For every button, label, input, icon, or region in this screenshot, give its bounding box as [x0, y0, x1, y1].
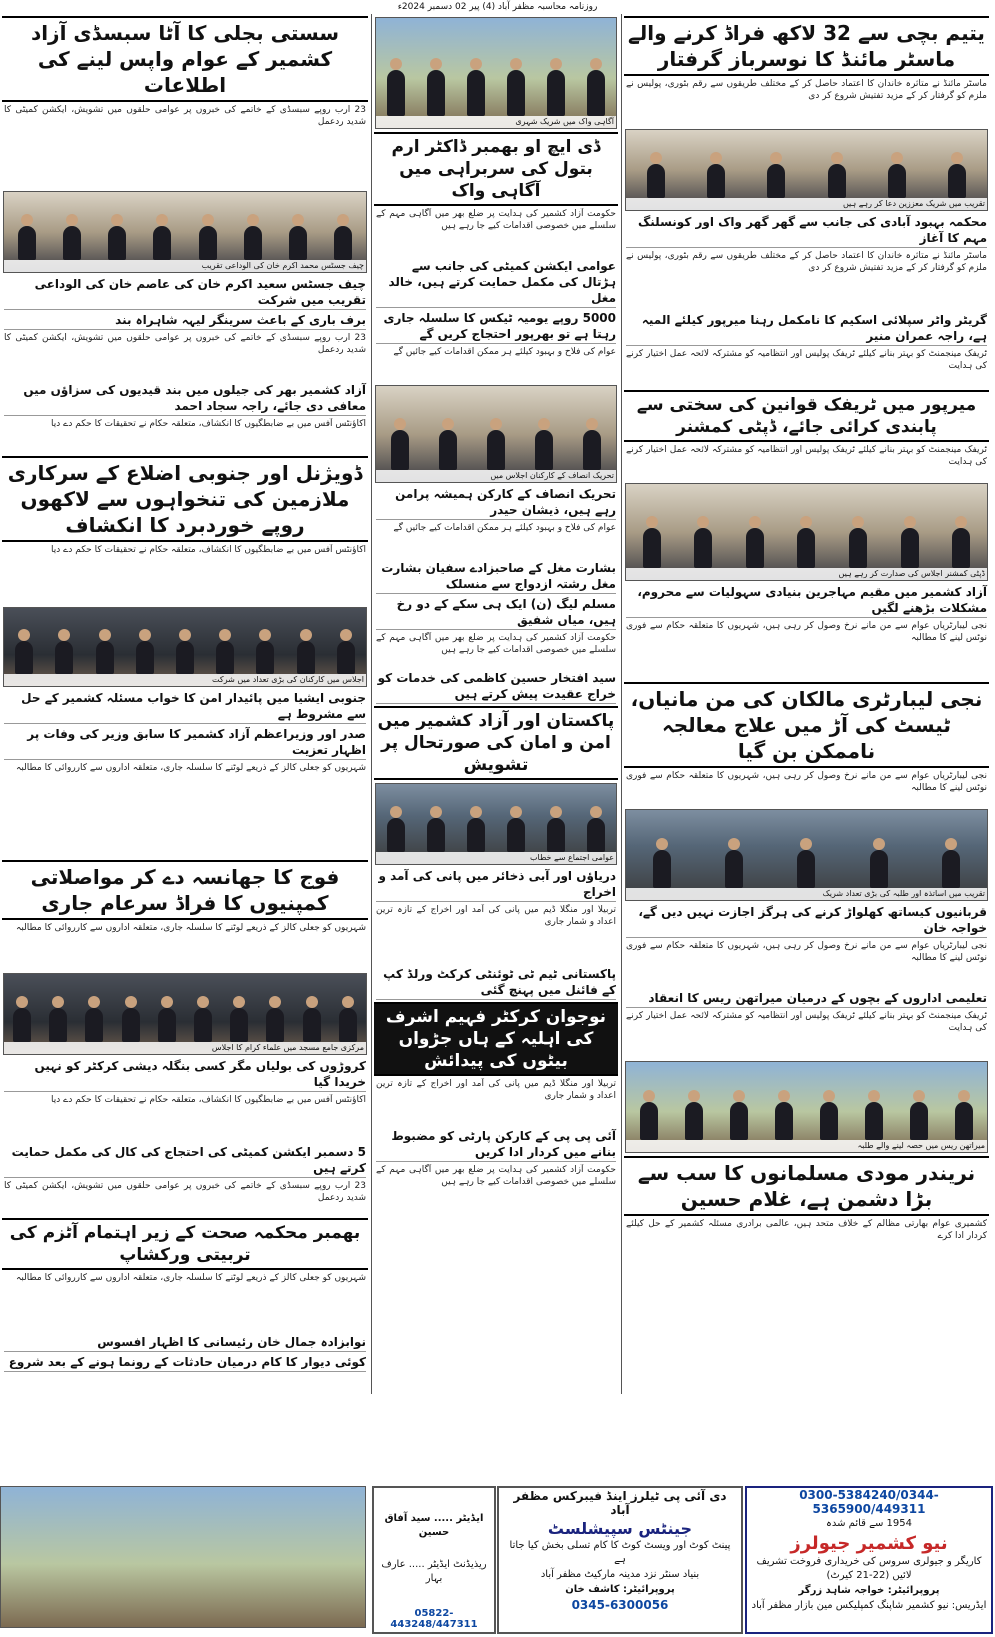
headline: نریندر مودی مسلمانوں کا سب سے بڑا دشمن ہے، غلام حسین	[624, 1156, 989, 1216]
subheadline: تعلیمی اداروں کے بچوں کے درمیان میراتھن ریس کا انعقاد	[626, 990, 987, 1008]
subheadline: پاکستانی ٹیم ٹی ٹوئنٹی کرکٹ ورلڈ کپ کے فائنل میں پہنچ گئی	[376, 966, 616, 1000]
article-text: ٹریفک مینجمنٹ کو بہتر بنانے کیلئے ٹریفک پولیس اور انتظامیہ کو مشترکہ لائحہ عمل اختیار کرنے کی ہدایت	[626, 445, 987, 467]
article-text: شہریوں کو جعلی کالز کے ذریعے لوٹنے کا سلسلہ جاری، متعلقہ اداروں سے کارروائی کا مطالبہ	[16, 763, 366, 773]
headline: نجی لیبارٹری مالکان کی من مانیاں، ٹیسٹ کی آڑ میں علاج معالجہ ناممکن بن گیا	[624, 682, 989, 768]
subheadline: صدر اور وزیراعظم آزاد کشمیر کا سابق وزیر کی وفات پر اظہار تعزیت	[4, 726, 366, 760]
subheadline: بشارت مغل کے صاحبزادے سفیان بشارت مغل رشتہ ازدواج سے منسلک	[376, 560, 616, 594]
subheadline: محکمہ بہبود آبادی کی جانب سے گھر گھر واک اور کونسلنگ مہم کا آغاز	[626, 214, 987, 248]
article-text: نجی لیبارٹریاں عوام سے من مانے نرخ وصول کر رہی ہیں، شہریوں کا متعلقہ حکام سے فوری نوٹس لینے کا مطالبہ	[626, 941, 987, 963]
headline: نوجوان کرکٹر فہیم اشرف کی اہلیہ کے ہاں جڑواں بیٹوں کی پیدائش	[374, 1002, 618, 1076]
headline: یتیم بچی سے 32 لاکھ فراڈ کرنے والے ماسٹر مائنڈ کا نوسرباز گرفتار	[624, 16, 989, 76]
article-text: اکاؤنٹس آفس میں بے ضابطگیوں کا انکشاف، متعلقہ حکام نے تحقیقات کا حکم دے دیا	[50, 419, 366, 429]
photo-caption: تقریب میں اساتذہ اور طلبہ کی بڑی تعداد شریک	[626, 888, 987, 900]
masthead: روزنامہ محاسبہ مظفر آباد (4) پیر 02 دسمبر 2024ء	[397, 2, 598, 12]
article-text: ٹریفک مینجمنٹ کو بہتر بنانے کیلئے ٹریفک پولیس اور انتظامیہ کو مشترکہ لائحہ عمل اختیار کرنے کی ہدایت	[626, 1011, 987, 1033]
headline: ڈویژنل اور جنوبی اضلاع کے سرکاری ملازمین کی تنخواہوں سے لاکھوں روپے خوردبرد کا انکشاف	[2, 456, 368, 542]
article-text: کشمیری عوام بھارتی مظالم کے خلاف متحد ہیں، عالمی برادری مسئلہ کشمیر کے حل کیلئے کردار ادا کرے	[626, 1219, 987, 1241]
article-text: حکومت آزاد کشمیر کی ہدایت پر ضلع بھر میں آگاہی مہم کے سلسلے میں خصوصی اقدامات کیے جا رہے ہیں	[376, 633, 616, 655]
subheadline: چیف جسٹس سعید اکرم خان کی عاصم خان کی الوداعی تقریب میں شرکت	[4, 276, 366, 310]
ad-phone: 0300-5384240/0344-5365900/449311	[799, 1488, 939, 1516]
ad-tagline: کاریگر و جیولری سروس کی خریداری فروخت تشریف لائیں (22-21 کیرٹ)	[756, 1556, 982, 1581]
subheadline: عوامی ایکشن کمیٹی کی جانب سے ہڑتال کی مکمل حمایت کرتے ہیں، خالد مغل	[376, 258, 616, 308]
subheadline: مسلم لیگ (ن) ایک ہی سکے کے دو رخ ہیں، میاں شفیق	[376, 596, 616, 630]
editor-phone: 05822-443248/447311	[390, 1608, 478, 1630]
left-column	[0, 14, 370, 1394]
article-text: نجی لیبارٹریاں عوام سے من مانے نرخ وصول کر رہی ہیں، شہریوں کا متعلقہ حکام سے فوری نوٹس لینے کا مطالبہ	[626, 771, 987, 793]
editor-name: ایڈیٹر ..... سید آفاق حسین	[384, 1513, 484, 1538]
subheadline: برف باری کے باعث سرینگر لیہہ شاہراہ بند	[4, 312, 366, 330]
news-photo	[375, 17, 617, 129]
photo-caption: ڈپٹی کمشنر اجلاس کی صدارت کر رہے ہیں	[626, 568, 987, 580]
article-text: حکومت آزاد کشمیر کی ہدایت پر ضلع بھر میں آگاہی مہم کے سلسلے میں خصوصی اقدامات کیے جا رہے ہیں	[376, 1165, 616, 1187]
subheadline: کروڑوں کی بولیاں مگر کسی بنگلہ دیشی کرکٹر کو نہیں خریدا گیا	[4, 1058, 366, 1092]
news-photo	[625, 809, 988, 901]
article-text: شہریوں کو جعلی کالز کے ذریعے لوٹنے کا سلسلہ جاری، متعلقہ اداروں سے کارروائی کا مطالبہ	[16, 1273, 366, 1283]
photo-caption: تقریب میں شریک معززین دعا کر رہے ہیں	[626, 198, 987, 210]
article-text: 23 ارب روپے سبسڈی کے خاتمے کی خبروں پر عوامی حلقوں میں تشویش، ایکشن کمیٹی کا شدید ردعمل	[4, 105, 366, 127]
article-text: 23 ارب روپے سبسڈی کے خاتمے کی خبروں پر عوامی حلقوں میں تشویش، ایکشن کمیٹی کا شدید ردعمل	[4, 1181, 366, 1203]
resident-editor-name: ریذیڈنٹ ایڈیٹر ..... عارف بہار	[381, 1559, 487, 1584]
news-photo	[625, 1061, 988, 1153]
subheadline: آزاد کشمیر میں مقیم مہاجرین بنیادی سہولیات سے محروم، مشکلات بڑھنے لگیں	[626, 584, 987, 618]
tailor-ad	[497, 1486, 743, 1634]
ad-line: پینٹ کوٹ اور ویسٹ کوٹ کا کام تسلی بخش کیا جاتا ہے	[509, 1540, 731, 1565]
subheadline: آئی پی پی کے کارکن پارٹی کو مضبوط بنانے میں کردار ادا کریں	[376, 1128, 616, 1162]
subheadline: تحریک انصاف کے کارکن ہمیشہ پرامن رہے ہیں، ذیشان حیدر	[376, 486, 616, 520]
ad-specialist: جینٹس سپیشلسٹ	[547, 1519, 693, 1538]
right-column	[622, 14, 991, 1394]
subheadline: جنوبی ایشیا میں پائیدار امن کا خواب مسئلہ کشمیر کے حل سے مشروط ہے	[4, 690, 366, 724]
article-text: نجی لیبارٹریاں عوام سے من مانے نرخ وصول کر رہی ہیں، شہریوں کا متعلقہ حکام سے فوری نوٹس لینے کا مطالبہ	[626, 621, 987, 643]
editor-box	[372, 1486, 496, 1634]
news-photo	[375, 783, 617, 865]
headline: پاکستان اور آزاد کشمیر میں امن و امان کی صورتحال پر تشویش	[374, 706, 618, 780]
article-text: 23 ارب روپے سبسڈی کے خاتمے کی خبروں پر عوامی حلقوں میں تشویش، ایکشن کمیٹی کا شدید ردعمل	[4, 333, 366, 355]
subheadline: 5 دسمبر ایکشن کمیٹی کی احتجاج کی کال کی مکمل حمایت کرتے ہیں	[4, 1144, 366, 1178]
headline: میرپور میں ٹریفک قوانین کی سختی سے پابندی کرائی جائے، ڈپٹی کمشنر	[624, 390, 989, 442]
news-photo	[3, 191, 367, 273]
landslide-photo	[0, 1486, 366, 1628]
photo-caption: اجلاس میں کارکنان کی بڑی تعداد میں شرکت	[4, 674, 366, 686]
photo-caption: چیف جسٹس محمد اکرم خان کی الوداعی تقریب	[4, 260, 366, 272]
subheadline: قربانیوں کیساتھ کھلواڑ کرنے کی ہرگز اجازت نہیں دیں گے، خواجہ خان	[626, 904, 987, 938]
subheadline: دریاؤں اور آبی ذخائر میں پانی کی آمد و اخراج	[376, 868, 616, 902]
article-text: ماسٹر مائنڈ نے متاثرہ خاندان کا اعتماد حاصل کر کے مختلف طریقوں سے رقم بٹوری، پولیس نے ملزم کو گرفتار کر کے مزید تفتیش شروع کر دی	[626, 79, 987, 101]
subheadline: 5000 روپے یومیہ ٹیکس کا سلسلہ جاری رہتا ہے تو بھرپور احتجاج کریں گے	[376, 310, 616, 344]
article-text: ماسٹر مائنڈ نے متاثرہ خاندان کا اعتماد حاصل کر کے مختلف طریقوں سے رقم بٹوری، پولیس نے ملزم کو گرفتار کر کے مزید تفتیش شروع کر دی	[626, 251, 987, 273]
headline: فوج کا جھانسہ دے کر مواصلاتی کمپنیوں کا فراڈ سرعام جاری	[2, 860, 368, 920]
news-photo	[3, 973, 367, 1055]
ad-phone: 0345-6300056	[571, 1598, 669, 1612]
jewellers-ad	[745, 1486, 993, 1634]
news-photo	[375, 385, 617, 483]
ad-proprietor: پروپرائیٹر: کاشف خان	[565, 1584, 675, 1595]
article-text: تربیلا اور منگلا ڈیم میں پانی کی آمد اور اخراج کے تازہ ترین اعداد و شمار جاری	[376, 1079, 616, 1101]
subheadline: کوئی دیوار کا کام درمیان حادثات کے رونما ہونے کے بعد شروع	[4, 1354, 366, 1372]
ad-proprietor: پروپرائیٹر: خواجہ شاہد زرگر	[798, 1585, 940, 1596]
subheadline: آزاد کشمیر بھر کی جیلوں میں بند قیدیوں کی سزاؤں میں معافی دی جائے، راجہ سجاد احمد	[4, 382, 366, 416]
middle-column	[372, 14, 620, 1394]
photo-caption: میراتھن ریس میں حصہ لینے والے طلبہ	[626, 1140, 987, 1152]
photo-caption: آگاہی واک میں شریک شہری	[376, 116, 616, 128]
photo-caption: تحریک انصاف کے کارکنان اجلاس میں	[376, 470, 616, 482]
headline: ڈی ایچ او بھمبر ڈاکٹر ارم بتول کی سربراہی میں آگاہی واک	[374, 132, 618, 206]
article-text: ٹریفک مینجمنٹ کو بہتر بنانے کیلئے ٹریفک پولیس اور انتظامیہ کو مشترکہ لائحہ عمل اختیار کرنے کی ہدایت	[626, 349, 987, 371]
ad-title: دی آئی پی ٹیلرز اینڈ فیبرکس مظفر آباد	[513, 1489, 727, 1517]
ad-since: 1954 سے قائم شدہ	[826, 1518, 912, 1529]
subheadline: سید افتخار حسین کاظمی کی خدمات کو خراج عقیدت پیش کرتے ہیں	[376, 670, 616, 704]
article-text: عوام کی فلاح و بہبود کیلئے ہر ممکن اقدامات کیے جائیں گے	[393, 523, 616, 533]
subheadline: نوابزادہ جمال خان رئیسانی کا اظہار افسوس	[4, 1334, 366, 1352]
ad-address: ایڈریس: نیو کشمیر شاپنگ کمپلیکس مین بازار مظفر آباد	[751, 1600, 987, 1611]
headline: سستی بجلی کا آٹا سبسڈی آزاد کشمیر کے عوام واپس لینے کی اطلاعات	[2, 16, 368, 102]
news-photo	[625, 483, 988, 581]
article-text: اکاؤنٹس آفس میں بے ضابطگیوں کا انکشاف، متعلقہ حکام نے تحقیقات کا حکم دے دیا	[50, 545, 366, 555]
news-photo	[625, 129, 988, 211]
bottom-strip	[0, 1394, 995, 1637]
ad-address: بنیاد سنٹر نزد مدینہ مارکیٹ مظفر آباد	[540, 1569, 700, 1580]
subheadline: گریٹر واٹر سپلائی اسکیم کا نامکمل رہنا میرپور کیلئے المیہ ہے، راجہ عمران منیر	[626, 312, 987, 346]
article-text: عوام کی فلاح و بہبود کیلئے ہر ممکن اقدامات کیے جائیں گے	[393, 347, 616, 357]
article-text: شہریوں کو جعلی کالز کے ذریعے لوٹنے کا سلسلہ جاری، متعلقہ اداروں سے کارروائی کا مطالبہ	[16, 923, 366, 933]
article-text: اکاؤنٹس آفس میں بے ضابطگیوں کا انکشاف، متعلقہ حکام نے تحقیقات کا حکم دے دیا	[50, 1095, 366, 1105]
photo-caption: عوامی اجتماع سے خطاب	[376, 852, 616, 864]
ad-title: نیو کشمیر جیولرز	[790, 1533, 948, 1554]
article-text: تربیلا اور منگلا ڈیم میں پانی کی آمد اور اخراج کے تازہ ترین اعداد و شمار جاری	[376, 905, 616, 927]
news-photo	[3, 607, 367, 687]
photo-caption: مرکزی جامع مسجد میں علماء کرام کا اجلاس	[4, 1042, 366, 1054]
article-text: حکومت آزاد کشمیر کی ہدایت پر ضلع بھر میں آگاہی مہم کے سلسلے میں خصوصی اقدامات کیے جا رہے ہیں	[376, 209, 616, 231]
headline: بھمبر محکمہ صحت کے زیر اہتمام آٹزم کی تربیتی ورکشاپ	[2, 1218, 368, 1270]
